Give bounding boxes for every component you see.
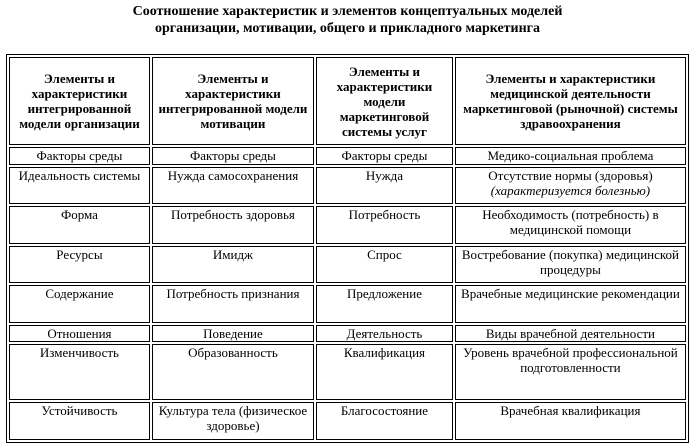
table-row [9,147,686,165]
cell-note-text: (характеризуется болезнью) [490,182,651,198]
table-cell: Потребность признания [152,285,314,322]
table-cell [455,167,686,204]
table-cell: Медико-социальная проблема [455,147,686,165]
table-cell: Предложение [316,285,453,322]
page-title [0,3,695,37]
table-cell: Нужда самосохранения [152,167,314,204]
table-cell: Необходимость (потребность) в медицинской помощи [455,206,686,243]
header-marketing-services: Элементы и характеристики модели маркетинговой системы услуг [316,57,453,145]
cell-main-text: Отсутствие нормы (здоровья) [488,167,653,183]
table-cell: Отношения [9,325,150,343]
table-cell: Имидж [152,246,314,283]
title-line-1: Соотношение характеристик и элементов концептуальных моделей [132,4,563,19]
table-cell: Устойчивость [9,402,150,440]
table-row [9,325,686,343]
comparison-table [6,54,689,443]
table-cell: Идеальность системы [9,167,150,204]
table-cell: Содержание [9,285,150,322]
table-cell: Ресурсы [9,246,150,283]
table-cell: Врачебная квалификация [455,402,686,440]
table-row [9,344,686,400]
table-row [9,285,686,322]
header-healthcare-marketing: Элементы и характеристики медицинской деятельности маркетинговой (рыночной) системы здравоохранения [455,57,686,145]
table-cell: Нужда [316,167,453,204]
table-cell: Изменчивость [9,344,150,400]
table-cell: Врачебные медицинские рекомендации [455,285,686,322]
table-cell: Спрос [316,246,453,283]
header-motivation: Элементы и характеристики интегрированной модели мотивации [152,57,314,145]
table-row [9,206,686,243]
table-cell: Факторы среды [9,147,150,165]
header-organization: Элементы и характеристики интегрированной модели организации [9,57,150,145]
table-row [9,402,686,440]
table-cell: Деятельность [316,325,453,343]
table-row [9,167,686,204]
table-cell: Форма [9,206,150,243]
table-cell: Образованность [152,344,314,400]
table-cell: Потребность [316,206,453,243]
table-cell: Факторы среды [152,147,314,165]
table-cell: Уровень врачебной профессиональной подготовленности [455,344,686,400]
comparison-table-wrapper [6,54,689,443]
table-cell: Поведение [152,325,314,343]
table-cell: Потребность здоровья [152,206,314,243]
table-cell: Востребование (покупка) медицинской процедуры [455,246,686,283]
table-header-row [9,57,686,145]
table-row [9,246,686,283]
title-line-2: организации, мотивации, общего и прикладного маркетинга [154,21,541,36]
table-cell: Факторы среды [316,147,453,165]
table-cell: Квалификация [316,344,453,400]
table-cell: Виды врачебной деятельности [455,325,686,343]
table-cell: Культура тела (физическое здоровье) [152,402,314,440]
table-cell: Благосостояние [316,402,453,440]
